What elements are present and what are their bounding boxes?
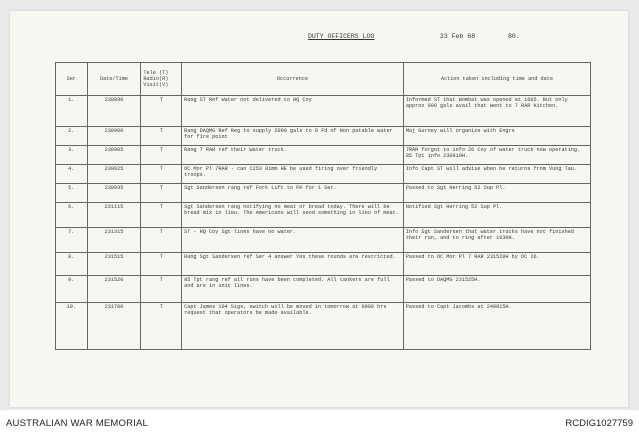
cell-ser: 8. — [56, 253, 88, 276]
archive-id: RCDIG1027759 — [565, 418, 633, 429]
cell-action: Passed to OC Mor Pl 7 RAR 231520H by OC 26. — [403, 253, 590, 276]
cell-tele: T — [141, 165, 182, 184]
col-header-tele: Tele (T) Radio(R) Visit(V) — [141, 63, 182, 96]
cell-ser: 4. — [56, 165, 88, 184]
table-row — [56, 276, 591, 303]
cell-occurrence: Rang 7 RAR ref their Water truck. — [182, 146, 404, 165]
cell-action: Info Capt ST will advise when he returns from Vung Tau. — [403, 165, 590, 184]
cell-ser: 10. — [56, 303, 88, 350]
cell-action: Informed ST that Wombat was opened at 1605. But only approx 900 gals avail that went to 7 RAR Kitchen. — [403, 96, 590, 127]
cell-ser: 9. — [56, 276, 88, 303]
cell-tele: T — [141, 96, 182, 127]
cell-datetime: 230935 — [87, 184, 141, 203]
table-row — [56, 228, 591, 253]
table-row — [56, 184, 591, 203]
cell-occurrence: OC Mor Pl 7RAR - can C253 81mm HE be used firing over friendly troops. — [182, 165, 404, 184]
col-header-ser: Ser — [56, 63, 88, 96]
cell-datetime: 231520 — [87, 276, 141, 303]
cell-occurrence: Capt James 104 Sigs, switch will be moved in tomorrow at 0900 hrs request that operators be made available. — [182, 303, 404, 350]
cell-occurrence: Sgt Sandersen rang notifying no meat or bread today. There will be bread mix in lieu. The Americans will send something in lieu of meat. — [182, 203, 404, 228]
cell-datetime: 231315 — [87, 228, 141, 253]
cell-ser: 7. — [56, 228, 88, 253]
table-row — [56, 127, 591, 146]
cell-datetime: 230900 — [87, 127, 141, 146]
cell-tele: T — [141, 253, 182, 276]
table-header-row — [56, 63, 591, 96]
cell-datetime: 231115 — [87, 203, 141, 228]
cell-occurrence: Rang ST Ref Water not delivered to HQ Coy — [182, 96, 404, 127]
cell-datetime: 231515 — [87, 253, 141, 276]
archive-footer — [0, 410, 639, 436]
cell-ser: 5. — [56, 184, 88, 203]
cell-action: Info Sgt Sandersen that water trucks have not finished their run, and to ring after 1630H. — [403, 228, 590, 253]
table-row — [56, 146, 591, 165]
table-row — [56, 165, 591, 184]
cell-ser: 6. — [56, 203, 88, 228]
cell-action: Notified Sgt Herring 52 Sup Pl. — [403, 203, 590, 228]
log-date: 23 Feb 68 — [440, 33, 476, 40]
cell-datetime: 230905 — [87, 146, 141, 165]
archive-name: AUSTRALIAN WAR MEMORIAL — [6, 418, 149, 429]
cell-tele: T — [141, 146, 182, 165]
cell-ser: 2. — [56, 127, 88, 146]
col-header-occurrence: Occurrence — [182, 63, 404, 96]
col-header-action: Action taken including time and date — [403, 63, 590, 96]
cell-occurrence: Rang Sgt Sandersen ref Ser 4 answer Yes these rounds are restricted. — [182, 253, 404, 276]
cell-datetime: 230925 — [87, 165, 141, 184]
page-number: 80. — [508, 33, 520, 40]
cell-action: Maj Gurney will organize with Engrs — [403, 127, 590, 146]
cell-action: Passed to Sgt Herring 52 Sup Pl. — [403, 184, 590, 203]
cell-tele: T — [141, 303, 182, 350]
table-row — [56, 203, 591, 228]
cell-occurrence: Rang DAQMG Ref Reg to supply 2000 gals to 8 Fd of Non patable water for fire point — [182, 127, 404, 146]
cell-tele: T — [141, 184, 182, 203]
cell-occurrence: 85 Tpt rang ref all runs have been completed. All tankers are full and are in unit lines. — [182, 276, 404, 303]
table-row — [56, 303, 591, 350]
cell-datetime: 231700 — [87, 303, 141, 350]
cell-ser: 3. — [56, 146, 88, 165]
cell-action: Passed to Capt Jacombs at 240815H. — [403, 303, 590, 350]
log-title: DUTY OFFICERS LOG — [308, 33, 375, 40]
cell-tele: T — [141, 203, 182, 228]
duty-log-table — [55, 62, 591, 350]
table-row — [56, 253, 591, 276]
cell-tele: T — [141, 228, 182, 253]
col-header-datetime: Date/Time — [87, 63, 141, 96]
table-row — [56, 96, 591, 127]
cell-occurrence: ST - HQ Coy Sgt lines have no water. — [182, 228, 404, 253]
cell-tele: T — [141, 276, 182, 303]
cell-tele: T — [141, 127, 182, 146]
cell-datetime: 230830 — [87, 96, 141, 127]
cell-action: Passed to DAQMG 231525H. — [403, 276, 590, 303]
cell-occurrence: Sgt Sandersen rang ref Fork Lift to FK for 1 Ser. — [182, 184, 404, 203]
cell-action: 7RAR forgot to info 26 Coy of water truck now operating. 85 Tpt info 230910H. — [403, 146, 590, 165]
cell-ser: 1. — [56, 96, 88, 127]
